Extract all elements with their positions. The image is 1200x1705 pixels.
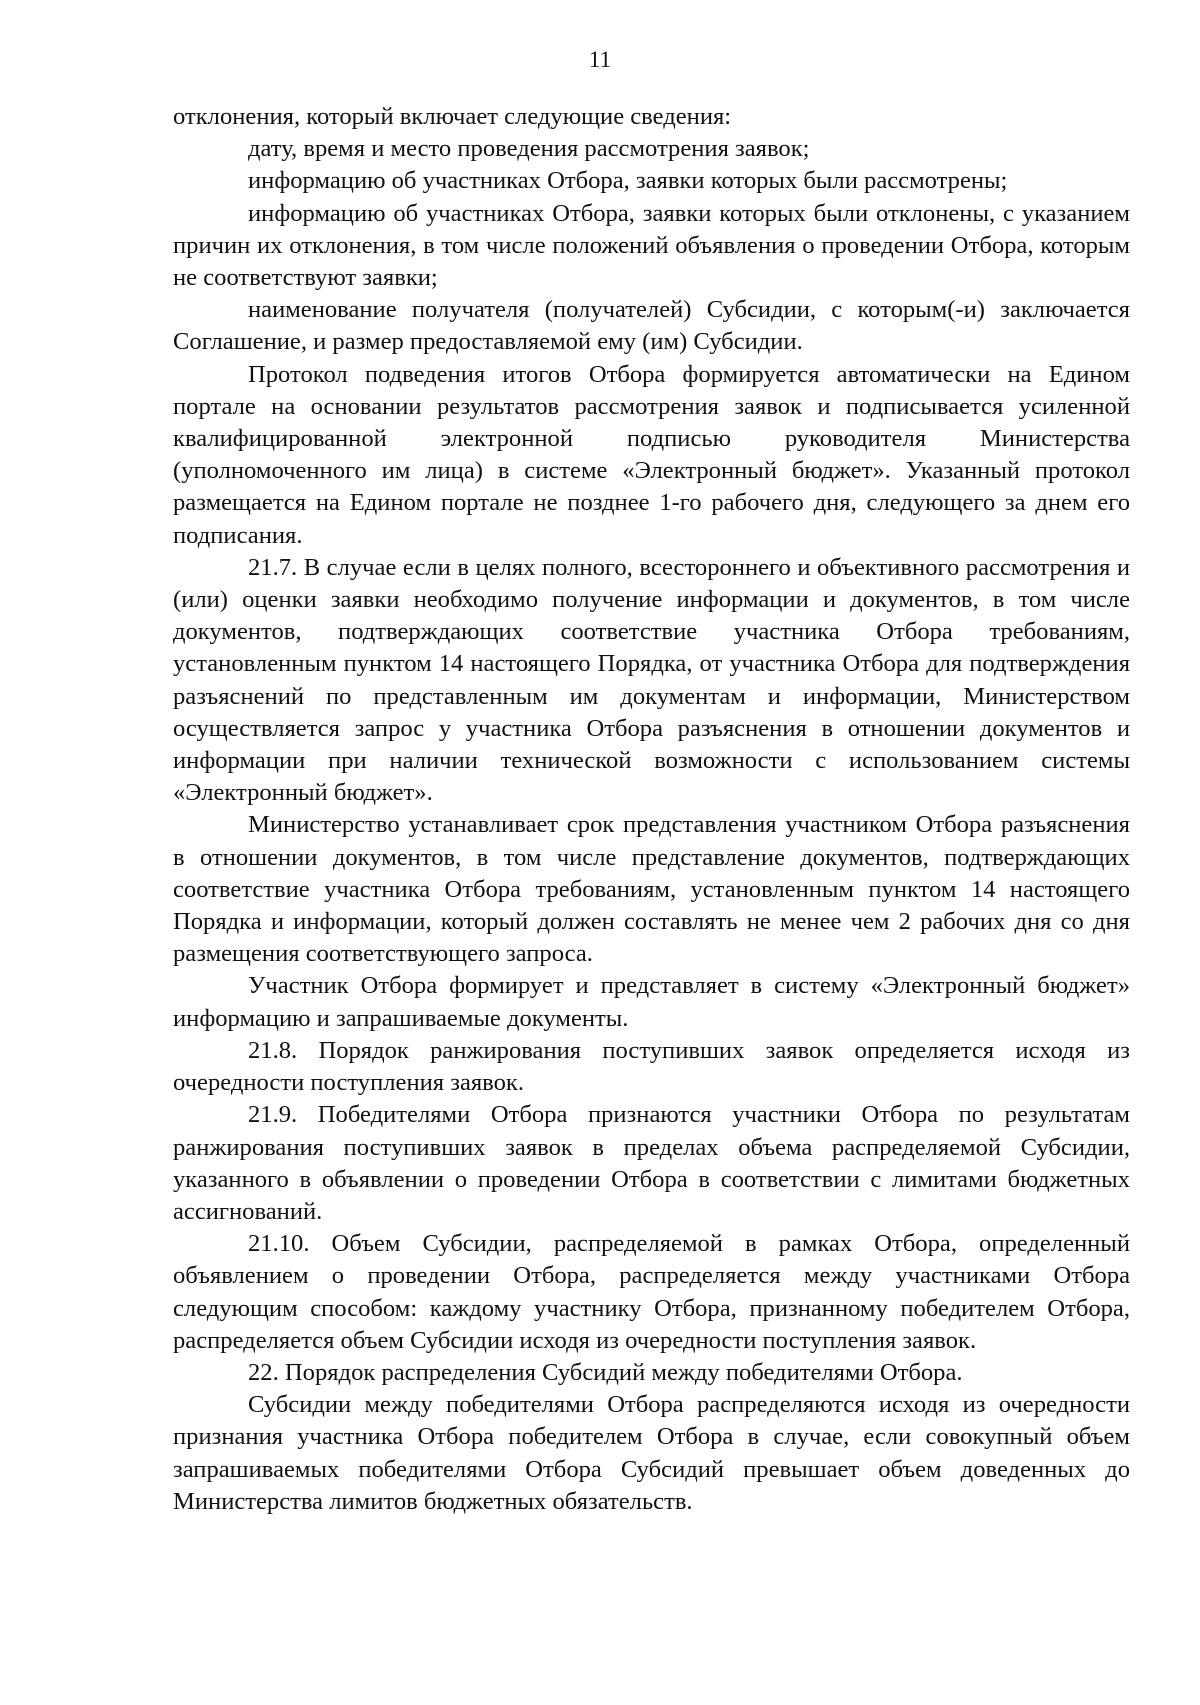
- list-item-rejected-participants: информацию об участниках Отбора, заявки которых были отклонены, с указанием причин их отклонения, в том числе положений объявления о проведении Отбора, которым не соответствуют заявки;: [173, 199, 1130, 292]
- page-number: 11: [588, 47, 612, 72]
- paragraph-22-heading: 22. Порядок распределения Субсидий между победителями Отбора.: [248, 1358, 963, 1386]
- list-item-date: дату, время и место проведения рассмотрения заявок;: [248, 135, 810, 163]
- paragraph-21-7: 21.7. В случае если в целях полного, всестороннего и объективного рассмотрения и (или) оценки заявки необходимо получение информации и документов, в том числе документов, подтверждающих соответствие участника Отбора требованиям, установленным пунктом 14 настоящего Порядка, от участника Отбора для подтверждения разъяснений по представленным им документам и информации, Министерством осуществляется запрос у участника Отбора разъяснения в отношении документов и информации при наличии технической возможности с использованием системы «Электронный бюджет».: [173, 553, 1130, 807]
- paragraph-21-10: 21.10. Объем Субсидии, распределяемой в рамках Отбора, определенный объявлением о проведении Отбора, распределяется между участниками Отбора следующим способом: каждому участнику Отбора, признанному победителем Отбора, распределяется объем Субсидии исходя из очередности поступления заявок.: [173, 1230, 1130, 1354]
- paragraph-participant-submits: Участник Отбора формирует и представляет в систему «Электронный бюджет» информацию и запрашиваемые документы.: [173, 972, 1130, 1032]
- paragraph-21-8: 21.8. Порядок ранжирования поступивших заявок определяется исходя из очередности поступления заявок.: [173, 1036, 1130, 1097]
- paragraph-protocol: Протокол подведения итогов Отбора формируется автоматически на Едином портале на основании результатов рассмотрения заявок и подписывается усиленной квалифицированной электронной подписью руководителя Министерства (уполномоченного им лица) в системе «Электронный бюджет». Указанный протокол размещается на Едином портале не позднее 1-го рабочего дня, следующего за днем его подписания.: [173, 360, 1130, 549]
- paragraph-continuation: отклонения, который включает следующие сведения:: [173, 103, 732, 130]
- document-body: [173, 101, 1130, 1518]
- paragraph-22-body: Субсидии между победителями Отбора распределяются исходя из очередности признания участника Отбора победителем Отбора в случае, если совокупный объем запрашиваемых победителями Отбора Субсидий превышает объем доведенных до Министерства лимитов бюджетных обязательств.: [173, 1391, 1130, 1515]
- list-item-reviewed-participants: информацию об участниках Отбора, заявки которых были рассмотрены;: [248, 167, 1008, 195]
- paragraph-21-9: 21.9. Победителями Отбора признаются участники Отбора по результатам ранжирования поступивших заявок в пределах объема распределяемой Субсидии, указанного в объявлении о проведении Отбора в соответствии с лимитами бюджетных ассигнований.: [173, 1101, 1130, 1225]
- list-item-recipient-name: наименование получателя (получателей) Субсидии, с которым(-и) заключается Соглашение, и размер предоставляемой ему (им) Субсидии.: [173, 296, 1130, 356]
- paragraph-ministry-deadline: Министерство устанавливает срок представления участником Отбора разъяснения в отношении документов, в том числе представление документов, подтверждающих соответствие участника Отбора требованиям, установленным пунктом 14 настоящего Порядка и информации, который должен составлять не менее чем 2 рабочих дня со дня размещения соответствующего запроса.: [173, 811, 1130, 968]
